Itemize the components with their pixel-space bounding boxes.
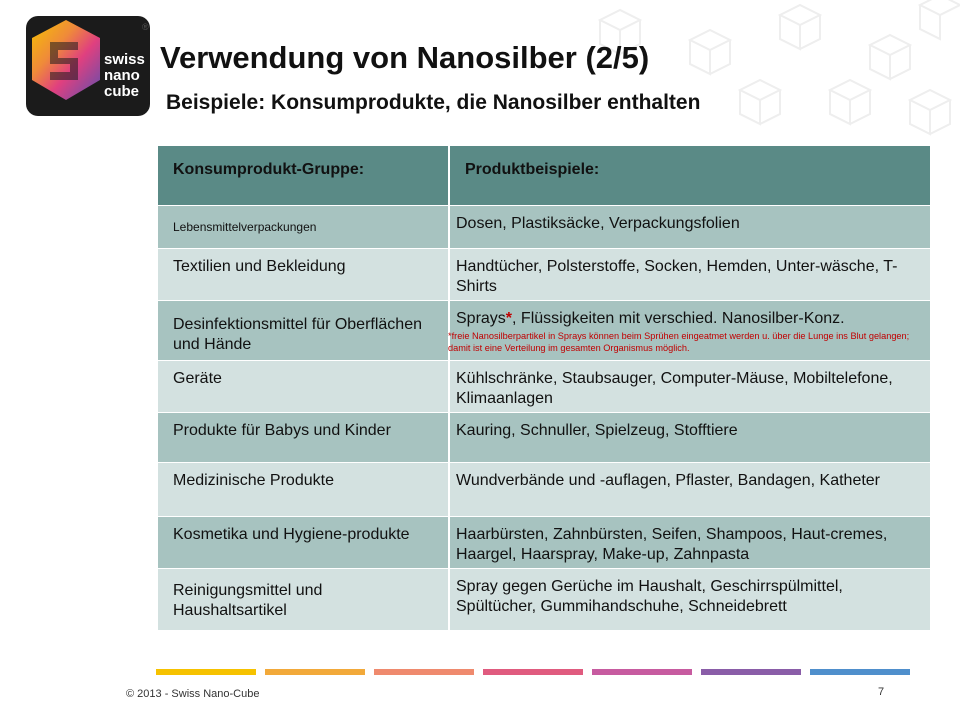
- spray-footnote: *freie Nanosilberpartikel in Sprays können beim Sprühen eingeatmet werden u. über die Lunge ins Blut gelangen; damit ist eine Verteilung im gesamten Organismus möglich.: [448, 331, 910, 353]
- color-bar-segment: [701, 669, 801, 675]
- svg-text:cube: cube: [104, 83, 140, 100]
- product-group-cell: Desinfektionsmittel für Oberflächen und Hände: [157, 301, 449, 361]
- product-examples-cell: Wundverbände und -auflagen, Pflaster, Bandagen, Katheter: [449, 463, 930, 517]
- footnote-asterisk: *: [505, 310, 513, 327]
- product-examples-cell: Kühlschränke, Staubsauger, Computer-Mäuse, Mobiltelefone, Klimaanlagen: [449, 361, 930, 413]
- examples-text-post: , Flüssigkeiten mit verschied. Nanosilber-Konz.: [512, 310, 845, 327]
- color-bar-segment: [592, 669, 692, 675]
- product-examples-cell: [449, 301, 930, 361]
- product-group-cell: Medizinische Produkte: [157, 463, 449, 517]
- product-examples-cell: Dosen, Plastiksäcke, Verpackungsfolien: [449, 206, 930, 249]
- page-number: 7: [878, 686, 885, 698]
- table-row: [157, 249, 930, 301]
- table-row: [157, 206, 930, 249]
- color-bar-segment: [810, 669, 910, 675]
- product-examples-cell: Haarbürsten, Zahnbürsten, Seifen, Shampoos, Haut-cremes, Haargel, Haarspray, Make-up, Zahnpasta: [449, 517, 930, 569]
- table-row: [157, 463, 930, 517]
- product-group-cell: Kosmetika und Hygiene-produkte: [157, 517, 449, 569]
- color-bar-segment: [265, 669, 365, 675]
- footer-color-bar: [156, 669, 910, 675]
- product-examples-cell: Kauring, Schnuller, Spielzeug, Stofftiere: [449, 413, 930, 463]
- svg-text:®: ®: [142, 22, 149, 32]
- header-product-group: Konsumprodukt-Gruppe:: [157, 146, 449, 206]
- product-group-cell: Produkte für Babys und Kinder: [157, 413, 449, 463]
- color-bar-segment: [374, 669, 474, 675]
- product-examples-cell: Spray gegen Gerüche im Haushalt, Geschirrspülmittel, Spültücher, Gummihandschuhe, Schneidebrett: [449, 569, 930, 631]
- product-group-cell: Lebensmittelverpackungen: [157, 206, 449, 249]
- examples-text-pre: Sprays: [456, 310, 506, 327]
- product-group-cell: Reinigungsmittel und Haushaltsartikel: [157, 569, 449, 631]
- table-header-row: [157, 146, 930, 206]
- svg-text:swiss: swiss: [104, 51, 145, 68]
- consumer-products-table: [156, 145, 931, 631]
- page-subtitle: Beispiele: Konsumprodukte, die Nanosilber enthalten: [166, 91, 701, 114]
- table-row: [157, 569, 930, 631]
- product-examples-cell: Handtücher, Polsterstoffe, Socken, Hemden, Unter-wäsche, T-Shirts: [449, 249, 930, 301]
- svg-text:nano: nano: [104, 67, 140, 84]
- color-bar-segment: [156, 669, 256, 675]
- product-group-cell: Textilien und Bekleidung: [157, 249, 449, 301]
- page-title: Verwendung von Nanosilber (2/5): [160, 40, 650, 75]
- table-row: [157, 361, 930, 413]
- swiss-nano-cube-logo: [24, 14, 152, 118]
- product-group-cell: Geräte: [157, 361, 449, 413]
- footer-copyright: © 2013 - Swiss Nano-Cube: [126, 688, 260, 700]
- table-row: [157, 517, 930, 569]
- table-row: [157, 301, 930, 361]
- color-bar-segment: [483, 669, 583, 675]
- header-product-examples: Produktbeispiele:: [449, 146, 930, 206]
- table-row: [157, 413, 930, 463]
